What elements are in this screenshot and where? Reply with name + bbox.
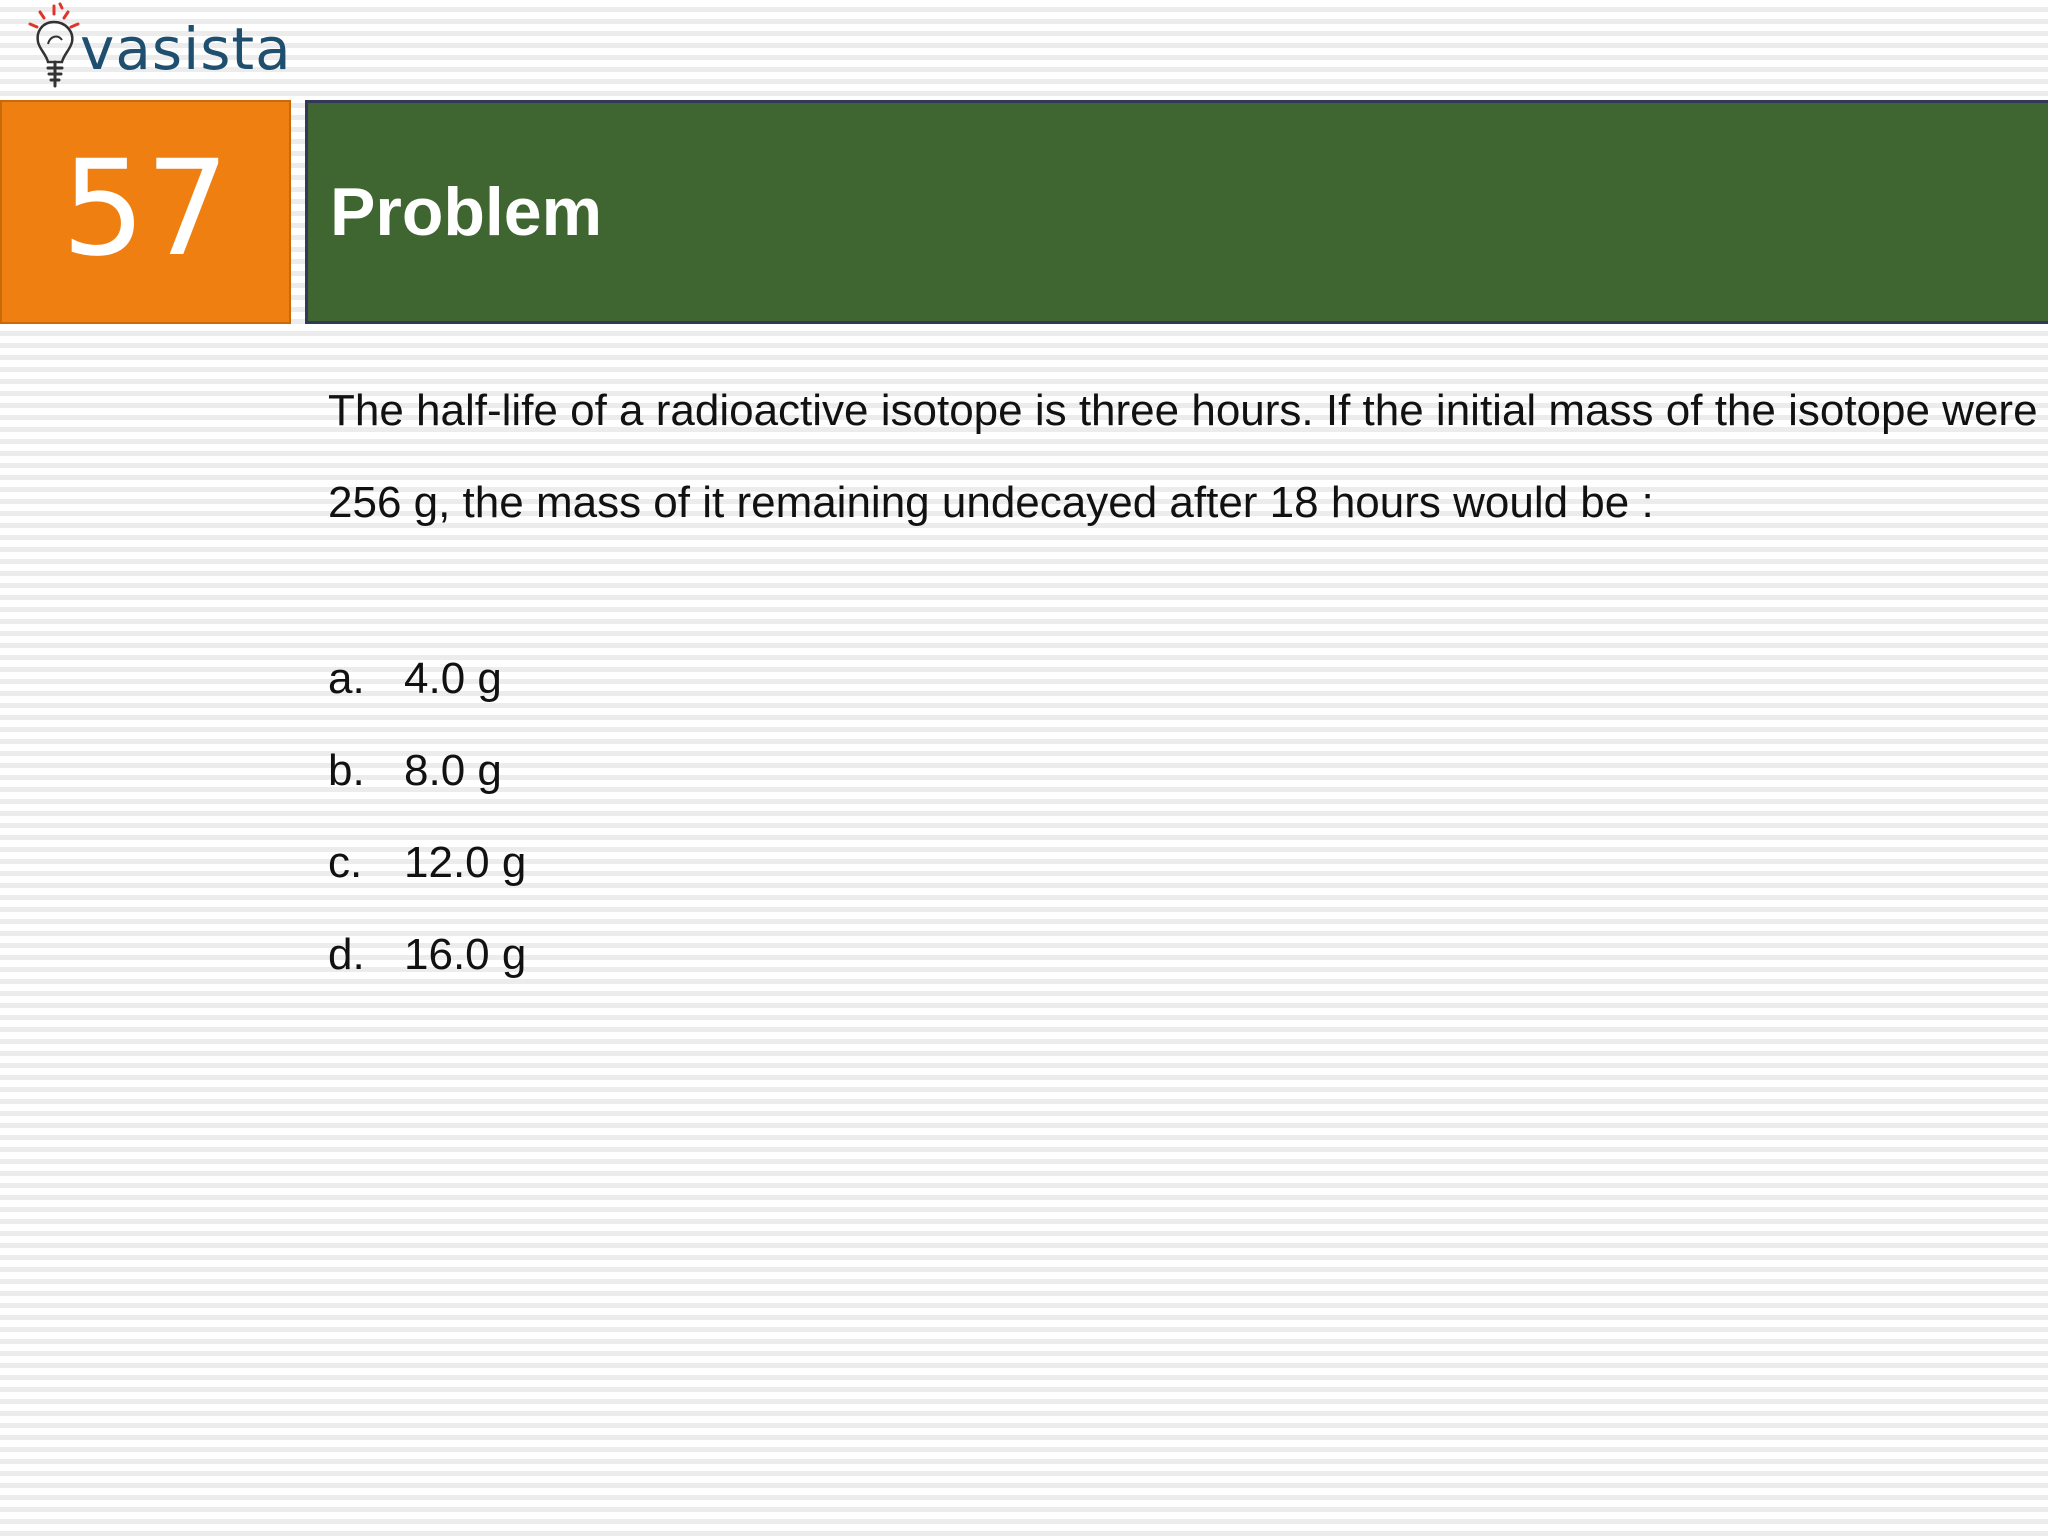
option-c — [328, 817, 2038, 909]
option-text: 16.0 g — [404, 930, 527, 979]
problem-content — [328, 365, 2038, 1001]
option-text: 4.0 g — [404, 654, 502, 703]
slide-number: 57 — [61, 132, 230, 286]
option-letter: b. — [328, 746, 365, 795]
logo — [18, 0, 292, 100]
option-d — [328, 909, 2038, 1001]
options-list — [328, 633, 2038, 1001]
slide-title: Problem — [330, 174, 603, 250]
option-letter: d. — [328, 930, 365, 979]
option-text: 8.0 g — [404, 746, 502, 795]
title-bar — [305, 100, 2048, 324]
logo-text: vasista — [80, 15, 292, 83]
option-b — [328, 725, 2038, 817]
slide-number-box — [0, 100, 291, 324]
option-letter: a. — [328, 654, 365, 703]
option-letter: c. — [328, 838, 363, 887]
option-a — [328, 633, 2038, 725]
question-text: The half-life of a radioactive isotope is three hours. If the initial mass of the isotope were 256 g, the mass of it remaining undecayed after 18 hours would be : — [328, 386, 2038, 527]
option-text: 12.0 g — [404, 838, 527, 887]
